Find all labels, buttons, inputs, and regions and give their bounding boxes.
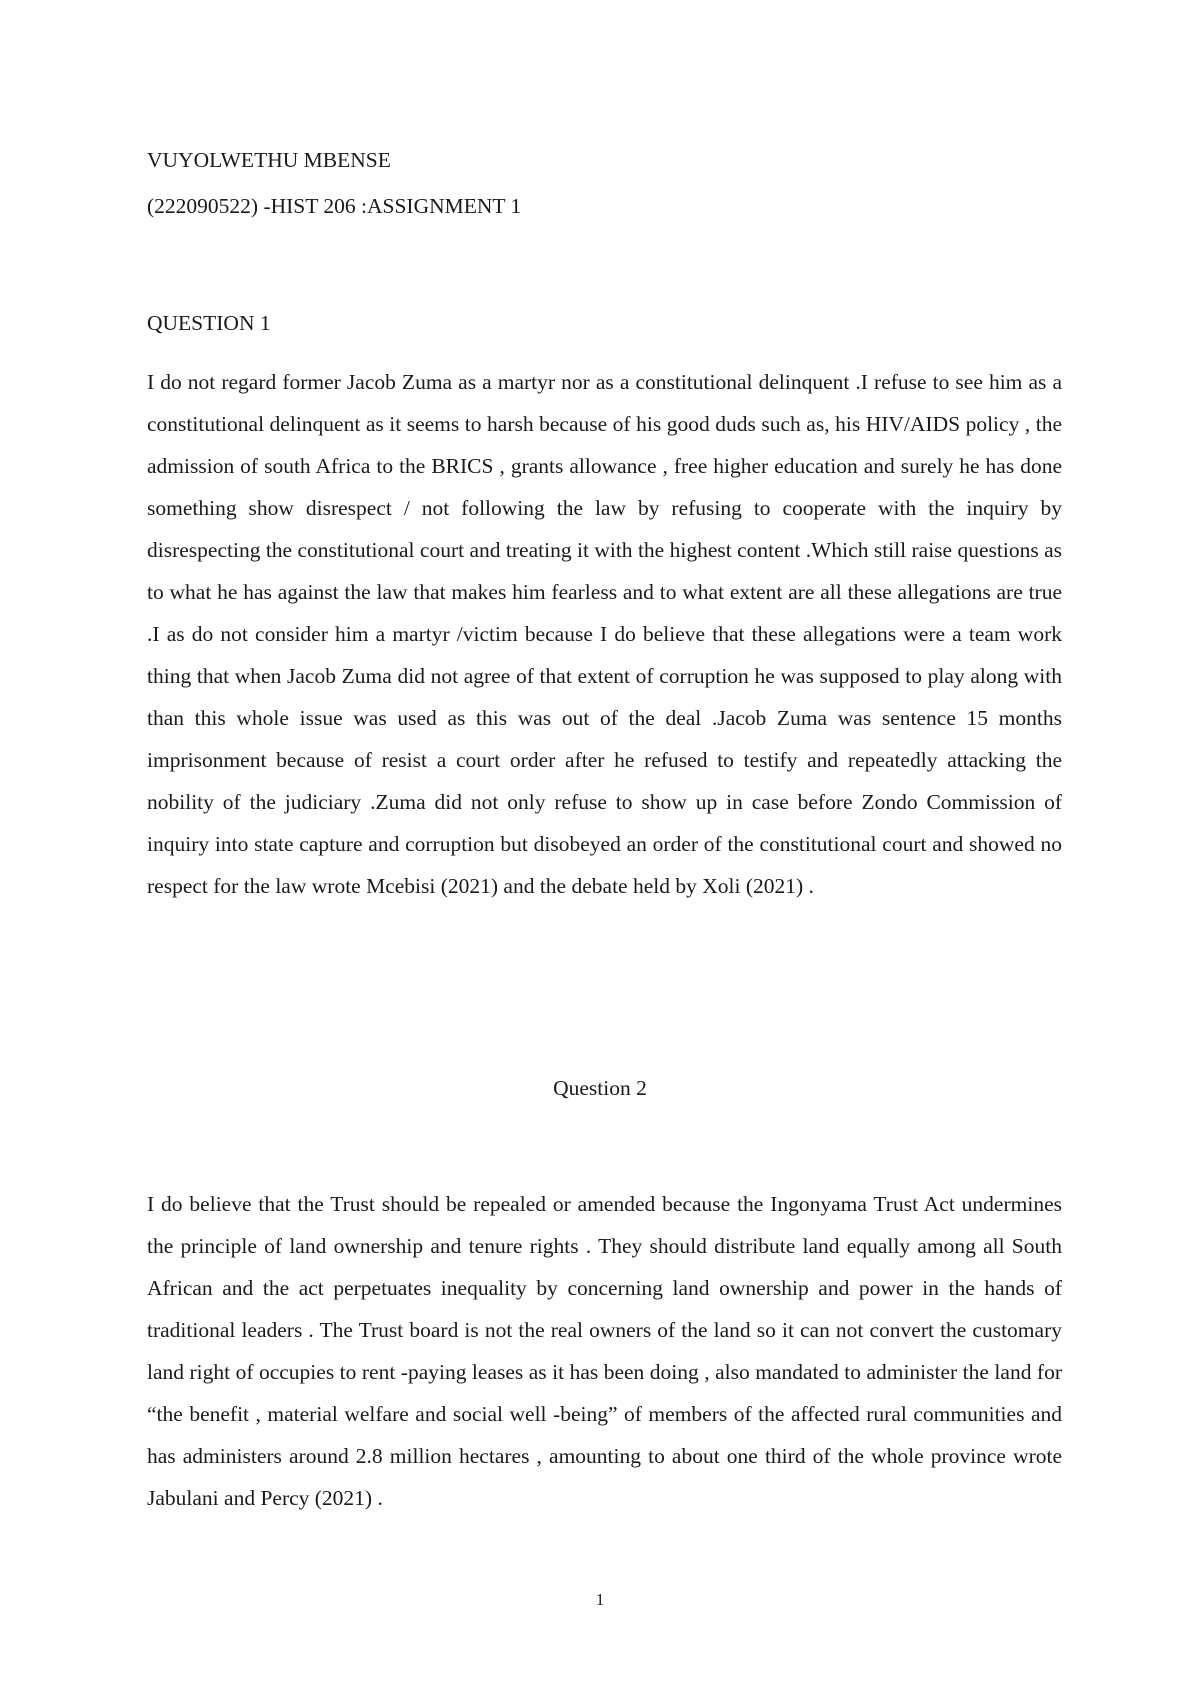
- author-name: VUYOLWETHU MBENSE: [147, 148, 391, 172]
- question-2-heading: Question 2: [553, 1076, 647, 1100]
- question-2-answer: I do believe that the Trust should be repealed or amended because the Ingonyama Trust Act undermines the principle of land ownership and tenure rights . They should distribute land equally among all South African and the act perpetuates inequality by concerning land ownership and power in the hands of traditional leaders . The Trust board is not the real owners of the land so it can not convert the customary land right of occupies to rent -paying leases as it has been doing , also mandated to administer the land for “the benefit , material welfare and social well -being” of members of the affected rural communities and has administers around 2.8 million hectares , amounting to about one third of the whole province wrote Jabulani and Percy (2021) .: [147, 1192, 1062, 1510]
- question-1-answer: I do not regard former Jacob Zuma as a martyr nor as a constitutional delinquent .I refuse to see him as a constitutional delinquent as it seems to harsh because of his good duds such as, his HIV/AIDS policy , the admission of south Africa to the BRICS , grants allowance , free higher education and surely he has done something show disrespect / not following the law by refusing to cooperate with the inquiry by disrespecting the constitutional court and treating it with the highest content .Which still raise questions as to what he has against the law that makes him fearless and to what extent are all these allegations are true .I as do not consider him a martyr /victim because I do believe that these allegations were a team work thing that when Jacob Zuma did not agree of that extent of corruption he was supposed to play along with than this whole issue was used as this was out of the deal .Jacob Zuma was sentence 15 months imprisonment because of resist a court order after he refused to testify and repeatedly attacking the nobility of the judiciary .Zuma did not only refuse to show up in case before Zondo Commission of inquiry into state capture and corruption but disobeyed an order of the constitutional court and showed no respect for the law wrote Mcebisi (2021) and the debate held by Xoli (2021) .: [147, 370, 1062, 898]
- course-assignment-line: (222090522) -HIST 206 :ASSIGNMENT 1: [147, 194, 522, 218]
- page-number: 1: [595, 1590, 605, 1609]
- question-1-heading: QUESTION 1: [147, 311, 271, 335]
